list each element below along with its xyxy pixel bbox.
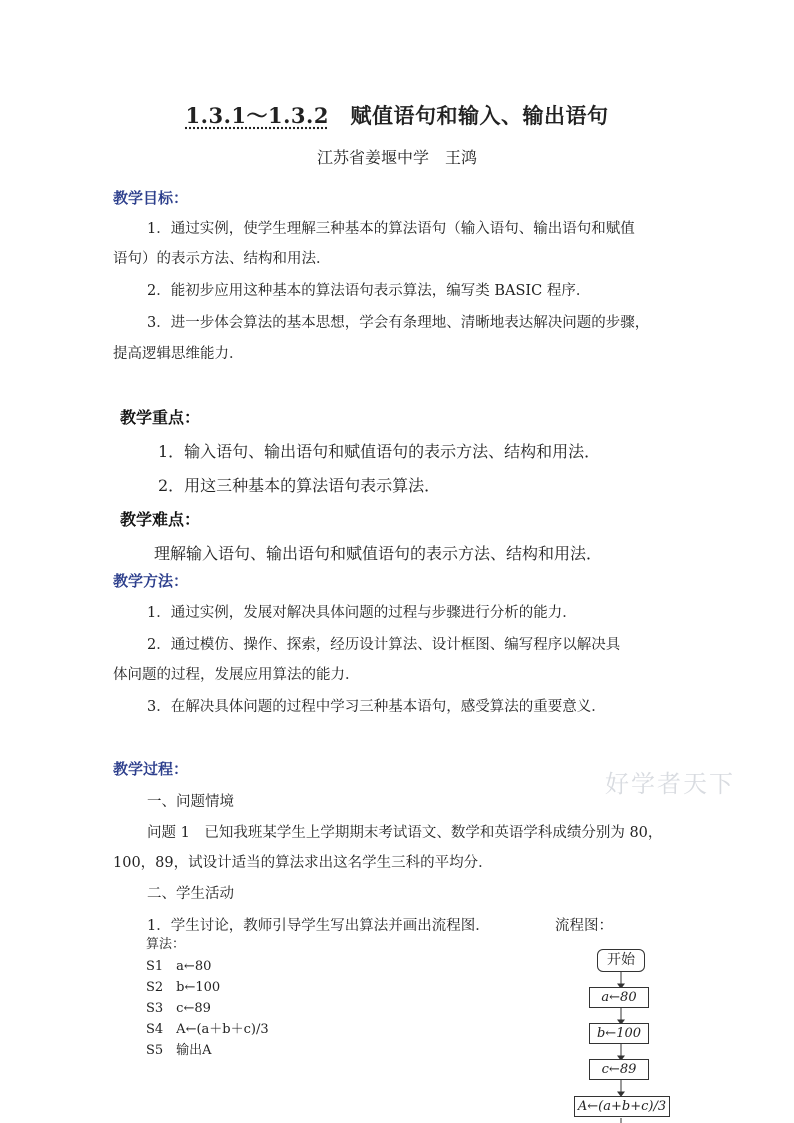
key-points-heading: 教学重点： <box>120 408 201 427</box>
key-point-2: 2．用这三种基本的算法语句表示算法． <box>158 476 441 495</box>
flowchart-box-c: c←89 <box>589 1059 649 1080</box>
algorithm-step-3: S3 c←89 <box>146 1001 211 1016</box>
difficulties-heading: 教学难点： <box>120 510 201 529</box>
flowchart-label: 流程图： <box>555 918 613 934</box>
method-1: 1．通过实例，发展对解决具体问题的过程与步骤进行分析的能力． <box>147 605 577 621</box>
activity-text: 1．学生讨论，教师引导学生写出算法并画出流程图． <box>147 918 490 934</box>
difficulty-1: 理解输入语句、输出语句和赋值语句的表示方法、结构和用法． <box>154 544 603 563</box>
problem-line-2: 100，89，试设计适当的算法求出这名学生三科的平均分． <box>113 855 493 871</box>
flowchart-box-b: b←100 <box>589 1023 649 1044</box>
flowchart-box-a: a←80 <box>589 987 649 1008</box>
part-1-heading: 一、问题情境 <box>147 794 234 810</box>
problem-line-1: 问题 1 已知我班某学生上学期期末考试语文、数学和英语学科成绩分别为 80， <box>147 825 663 841</box>
method-2-line-1: 2．通过模仿、操作、探索，经历设计算法、设计框图、编写程序以解决具 <box>147 637 621 653</box>
watermark-text: 好学者天下 <box>605 770 735 798</box>
algorithm-step-1: S1 a←80 <box>146 959 212 974</box>
algorithm-label: 算法： <box>146 937 186 952</box>
flowchart-box-average: A←(a+b+c)/3 <box>574 1096 670 1117</box>
title-number: 1.3.1～1.3.2 <box>185 103 329 128</box>
algorithm-step-5: S5 输出A <box>146 1043 212 1058</box>
page-title <box>0 100 794 130</box>
goal-3-line-1: 3．进一步体会算法的基本思想，学会有条理地、清晰地表达解决问题的步骤， <box>147 315 650 331</box>
key-point-1: 1．输入语句、输出语句和赋值语句的表示方法、结构和用法． <box>158 442 601 461</box>
part-2-heading: 二、学生活动 <box>147 886 234 902</box>
algorithm-step-2: S2 b←100 <box>146 980 221 995</box>
methods-heading: 教学方法： <box>113 572 189 590</box>
method-3: 3．在解决具体问题的过程中学习三种基本语句，感受算法的重要意义． <box>147 699 606 715</box>
goals-heading: 教学目标： <box>113 189 189 207</box>
goal-3-line-2: 提高逻辑思维能力． <box>113 346 244 362</box>
goal-2: 2．能初步应用这种基本的算法语句表示算法，编写类 BASIC 程序． <box>147 283 591 299</box>
algorithm-step-4: S4 A←(a＋b＋c)/3 <box>146 1022 269 1037</box>
goal-1-line-2: 语句）的表示方法、结构和用法． <box>113 251 331 267</box>
flowchart-start: 开始 <box>597 949 645 972</box>
goal-1-line-1: 1．通过实例，使学生理解三种基本的算法语句（输入语句、输出语句和赋值 <box>147 221 635 237</box>
title-text: 赋值语句和输入、输出语句 <box>350 103 609 128</box>
author-line: 江苏省姜堰中学 王鸿 <box>316 148 477 167</box>
process-heading: 教学过程： <box>113 760 189 778</box>
method-2-line-2: 体问题的过程，发展应用算法的能力． <box>113 667 360 683</box>
